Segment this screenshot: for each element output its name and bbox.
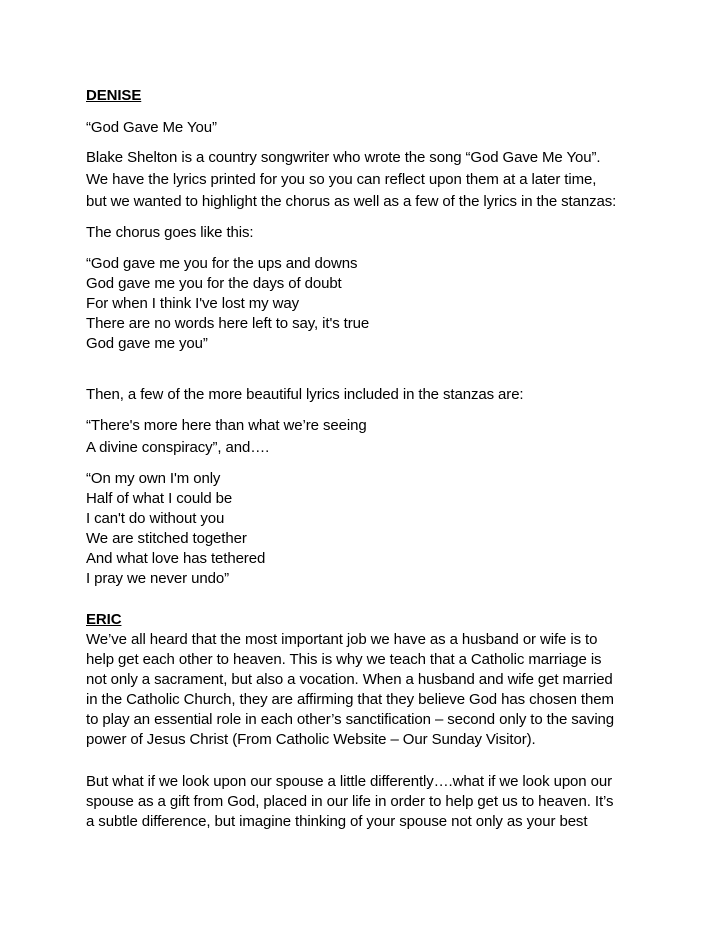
song-title: “God Gave Me You” [86,119,217,136]
intro-line: Blake Shelton is a country songwriter who wrote the song “God Gave Me You”. [86,149,601,166]
document-page [86,0,686,932]
stanza-line: Half of what I could be [86,490,233,507]
stanza-line: “On my own I'm only [86,470,221,487]
chorus-line: For when I think I've lost my way [86,295,299,312]
chorus-line: God gave me you for the days of doubt [86,275,342,292]
stanza-intro: Then, a few of the more beautiful lyrics included in the stanzas are: [86,386,524,403]
chorus-line: God gave me you” [86,335,208,352]
paragraph-line: help get each other to heaven. This is why we teach that a Catholic marriage is [86,651,602,668]
stanza-line: I pray we never undo” [86,570,229,587]
paragraph-line: We’ve all heard that the most important job we have as a husband or wife is to [86,631,598,648]
paragraph-line: in the Catholic Church, they are affirming that they believe God has chosen them [86,691,614,708]
eric-heading: ERIC [86,611,122,628]
chorus-line: There are no words here left to say, it's true [86,315,370,332]
stanza-line: “There's more here than what we’re seeing [86,417,367,434]
paragraph-line: to play an essential role in each other’s sanctification – second only to the saving [86,711,615,728]
paragraph-line: But what if we look upon our spouse a little differently….what if we look upon our [86,773,612,790]
stanza-line: I can't do without you [86,510,225,527]
chorus-intro: The chorus goes like this: [86,224,254,241]
paragraph-line: a subtle difference, but imagine thinking of your spouse not only as your best [86,813,588,830]
intro-line: We have the lyrics printed for you so you can reflect upon them at a later time, [86,171,597,188]
chorus-line: “God gave me you for the ups and downs [86,255,358,272]
stanza-line: A divine conspiracy”, and…. [86,439,270,456]
stanza-line: We are stitched together [86,530,247,547]
paragraph-line: power of Jesus Christ (From Catholic Website – Our Sunday Visitor). [86,731,536,748]
stanza-line: And what love has tethered [86,550,266,567]
paragraph-line: spouse as a gift from God, placed in our life in order to help get us to heaven. It’s [86,793,614,810]
intro-line: but we wanted to highlight the chorus as well as a few of the lyrics in the stanzas: [86,193,617,210]
paragraph-line: not only a sacrament, but also a vocation. When a husband and wife get married [86,671,613,688]
denise-heading: DENISE [86,87,142,104]
